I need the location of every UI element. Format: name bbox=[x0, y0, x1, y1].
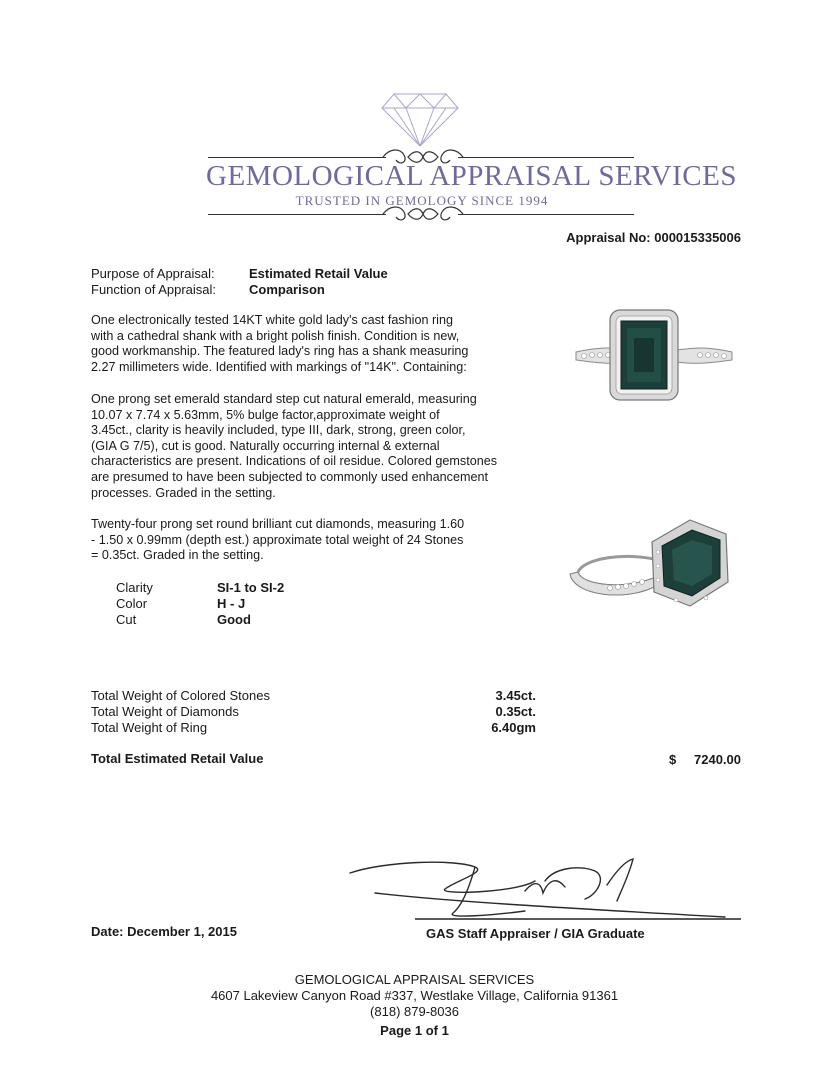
description-line: One electronically tested 14KT white gold lady's cast fashion ring bbox=[91, 313, 453, 327]
diamond-description bbox=[91, 517, 541, 564]
diamond-logo-icon bbox=[380, 92, 460, 148]
description-line: are presumed to have been subjected to commonly used enhancement bbox=[91, 469, 488, 484]
description-line: 2.27 millimeters wide. Identified with markings of "14K". Containing: bbox=[91, 359, 467, 374]
ring-side-view-photo bbox=[566, 516, 736, 616]
description-line: characteristics are present. Indications of oil residue. Colored gemstones bbox=[91, 454, 498, 469]
appraisal-number: Appraisal No: 000015335006 bbox=[566, 230, 741, 245]
header-rule-top-left bbox=[208, 157, 386, 158]
purpose-value: Estimated Retail Value bbox=[249, 266, 388, 281]
page-number: Page 1 of 1 bbox=[380, 1023, 449, 1038]
total-value: 6.40gm bbox=[491, 720, 536, 735]
description-line: processes. Graded in the setting. bbox=[91, 485, 276, 500]
description-line: with a cathedral shank with a bright polish finish. Condition is new, bbox=[91, 328, 460, 343]
description-line: - 1.50 x 0.99mm (depth est.) approximate total weight of 24 Stones bbox=[91, 532, 464, 547]
total-value: 3.45ct. bbox=[495, 688, 536, 703]
description-line: good workmanship. The featured lady's ring has a shank measuring bbox=[91, 344, 469, 359]
retail-value-label: Total Estimated Retail Value bbox=[91, 751, 264, 766]
flourish-icon bbox=[378, 203, 468, 225]
grade-value: SI-1 to SI-2 bbox=[217, 580, 285, 595]
total-label: Total Weight of Diamonds bbox=[91, 704, 239, 719]
function-value: Comparison bbox=[249, 282, 325, 297]
total-value: 0.35ct. bbox=[495, 704, 536, 719]
total-label: Total Weight of Ring bbox=[91, 720, 208, 735]
company-name: GEMOLOGICAL APPRAISAL SERVICES bbox=[206, 160, 737, 192]
footer-company: GEMOLOGICAL APPRAISAL SERVICES bbox=[294, 972, 535, 987]
header-rule-bottom-left bbox=[208, 214, 386, 215]
header-rule-bottom-right bbox=[458, 214, 634, 215]
purpose-label: Purpose of Appraisal: bbox=[91, 266, 215, 281]
function-label: Function of Appraisal: bbox=[91, 282, 217, 297]
appraiser-title: GAS Staff Appraiser / GIA Graduate bbox=[426, 926, 645, 941]
grade-value: H - J bbox=[217, 596, 246, 611]
description-line: One prong set emerald standard step cut natural emerald, measuring bbox=[91, 392, 477, 406]
grade-value: Good bbox=[217, 612, 251, 627]
header-rule-top-right bbox=[458, 157, 634, 158]
footer-address: 4607 Lakeview Canyon Road #337, Westlake Village, California 91361 bbox=[210, 988, 619, 1003]
description-line: Twenty-four prong set round brilliant cut diamonds, measuring 1.60 bbox=[91, 517, 465, 531]
ring-description bbox=[91, 313, 541, 375]
retail-amount: 7240.00 bbox=[694, 752, 741, 767]
footer-phone: (818) 879-8036 bbox=[370, 1004, 459, 1019]
ring-top-view-photo bbox=[574, 306, 734, 406]
grade-label: Color bbox=[116, 596, 148, 611]
retail-currency: $ bbox=[669, 752, 677, 767]
company-tagline: TRUSTED IN GEMOLOGY SINCE 1994 bbox=[295, 193, 549, 208]
total-label: Total Weight of Colored Stones bbox=[91, 688, 270, 703]
appraiser-signature bbox=[345, 855, 745, 925]
appraisal-date: Date: December 1, 2015 bbox=[91, 924, 237, 939]
description-line: 10.07 x 7.74 x 5.63mm, 5% bulge factor,approximate weight of bbox=[91, 407, 440, 422]
description-line: (GIA G 7/5), cut is good. Naturally occurring internal & external bbox=[91, 438, 440, 453]
description-line: = 0.35ct. Graded in the setting. bbox=[91, 548, 264, 563]
grade-label: Cut bbox=[116, 612, 137, 627]
grade-label: Clarity bbox=[116, 580, 153, 595]
description-line: 3.45ct., clarity is heavily included, type III, dark, strong, green color, bbox=[91, 423, 466, 438]
emerald-description bbox=[91, 392, 541, 501]
